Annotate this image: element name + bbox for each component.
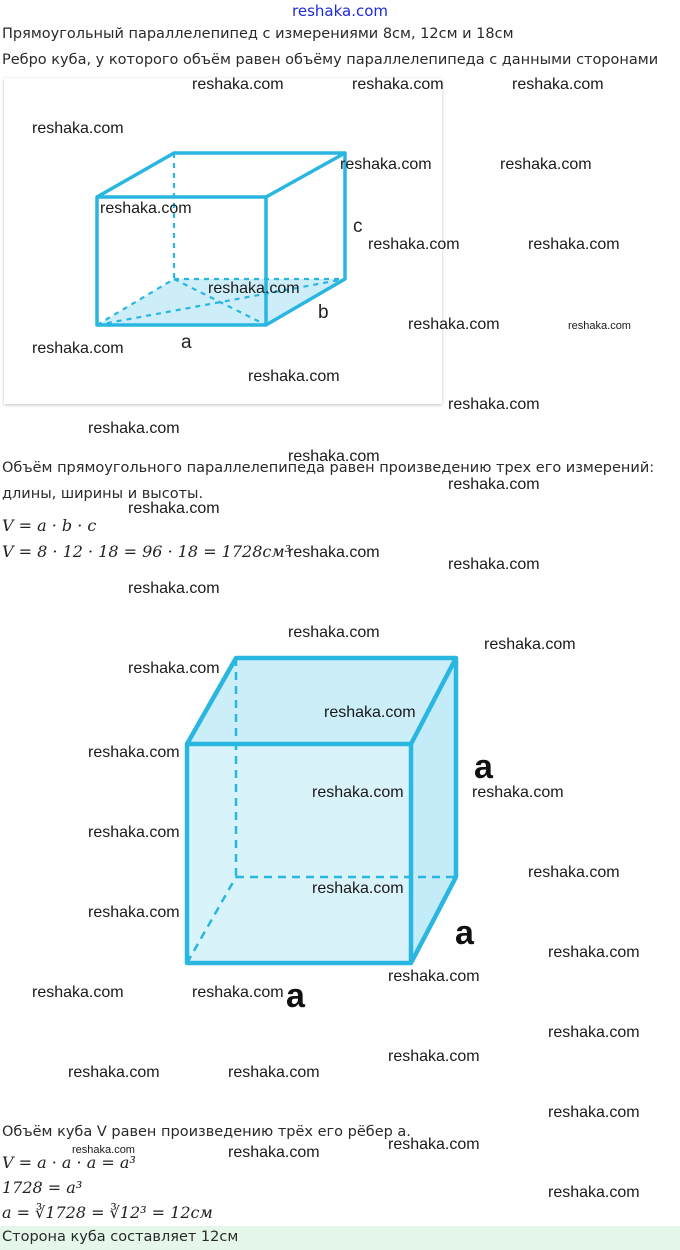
watermark: reshaka.com — [500, 156, 592, 173]
watermark: reshaka.com — [448, 556, 540, 573]
watermark: reshaka.com — [208, 280, 300, 297]
answer-text: Сторона куба составляет 12см — [2, 1229, 239, 1245]
watermark: reshaka.com — [528, 236, 620, 253]
watermark: reshaka.com — [100, 200, 192, 217]
watermark: reshaka.com — [512, 76, 604, 93]
watermark: reshaka.com — [548, 1184, 640, 1201]
explain2-text: Объём куба V равен произведению трёх его рёбер a. — [2, 1124, 411, 1140]
cube-label-bottom: a — [286, 977, 305, 1015]
watermark: reshaka.com — [368, 236, 460, 253]
watermark: reshaka.com — [88, 904, 180, 921]
watermark: reshaka.com — [324, 704, 416, 721]
explain1-line-1: Объём прямоугольного параллелепипеда равен произведению трех его измерений: — [2, 460, 655, 476]
watermark: reshaka.com — [72, 1144, 135, 1156]
watermark: reshaka.com — [568, 320, 631, 332]
watermark: reshaka.com — [548, 944, 640, 961]
label-b: b — [318, 302, 329, 323]
watermark: reshaka.com — [548, 1024, 640, 1041]
formula-volume-general: V = a · b · c — [2, 516, 97, 535]
explain1-line-2: длины, ширины и высоты. — [2, 486, 204, 502]
watermark: reshaka.com — [312, 784, 404, 801]
watermark: reshaka.com — [88, 824, 180, 841]
label-c: c — [353, 216, 363, 237]
watermark: reshaka.com — [528, 864, 620, 881]
task-line-2: Ребро куба, у которого объём равен объёму параллелепипеда с данными сторонами — [2, 52, 659, 68]
label-a: a — [181, 332, 192, 353]
watermark: reshaka.com — [352, 76, 444, 93]
watermark: reshaka.com — [32, 340, 124, 357]
formula-cube-volume: V = a · a · a = a³ — [2, 1153, 136, 1172]
cube-front-face — [187, 744, 411, 963]
watermark: reshaka.com — [340, 156, 432, 173]
watermark: reshaka.com — [312, 880, 404, 897]
top-face — [97, 153, 345, 197]
watermark: reshaka.com — [408, 316, 500, 333]
watermark: reshaka.com — [484, 636, 576, 653]
watermark: reshaka.com — [288, 624, 380, 641]
formula-volume-computed: V = 8 · 12 · 18 = 96 · 18 = 1728см³ — [2, 542, 292, 561]
cube-label-depth: a — [455, 914, 474, 952]
watermark: reshaka.com — [32, 984, 124, 1001]
watermark: reshaka.com — [128, 500, 220, 517]
task-line-1: Прямоугольный параллелепипед с измерениями 8см, 12см и 18см — [2, 26, 514, 42]
cube-label-side: a — [474, 748, 493, 786]
watermark: reshaka.com — [248, 368, 340, 385]
watermark: reshaka.com — [128, 580, 220, 597]
site-link[interactable]: reshaka.com — [292, 2, 388, 20]
watermark: reshaka.com — [388, 1048, 480, 1065]
formula-cube-root: a = ∛1728 = ∛12³ = 12см — [2, 1203, 213, 1222]
formula-cube-equation: 1728 = a³ — [2, 1178, 83, 1197]
watermark: reshaka.com — [228, 1064, 320, 1081]
watermark: reshaka.com — [448, 396, 540, 413]
watermark: reshaka.com — [388, 1136, 480, 1153]
watermark: reshaka.com — [288, 544, 380, 561]
watermark: reshaka.com — [388, 968, 480, 985]
watermark: reshaka.com — [472, 784, 564, 801]
watermark: reshaka.com — [88, 420, 180, 437]
watermark: reshaka.com — [68, 1064, 160, 1081]
watermark: reshaka.com — [192, 76, 284, 93]
watermark: reshaka.com — [448, 476, 540, 493]
watermark: reshaka.com — [548, 1104, 640, 1121]
watermark: reshaka.com — [228, 1144, 320, 1161]
watermark: reshaka.com — [32, 120, 124, 137]
watermark: reshaka.com — [192, 984, 284, 1001]
watermark: reshaka.com — [88, 744, 180, 761]
watermark: reshaka.com — [128, 660, 220, 677]
watermark: reshaka.com — [288, 448, 380, 465]
